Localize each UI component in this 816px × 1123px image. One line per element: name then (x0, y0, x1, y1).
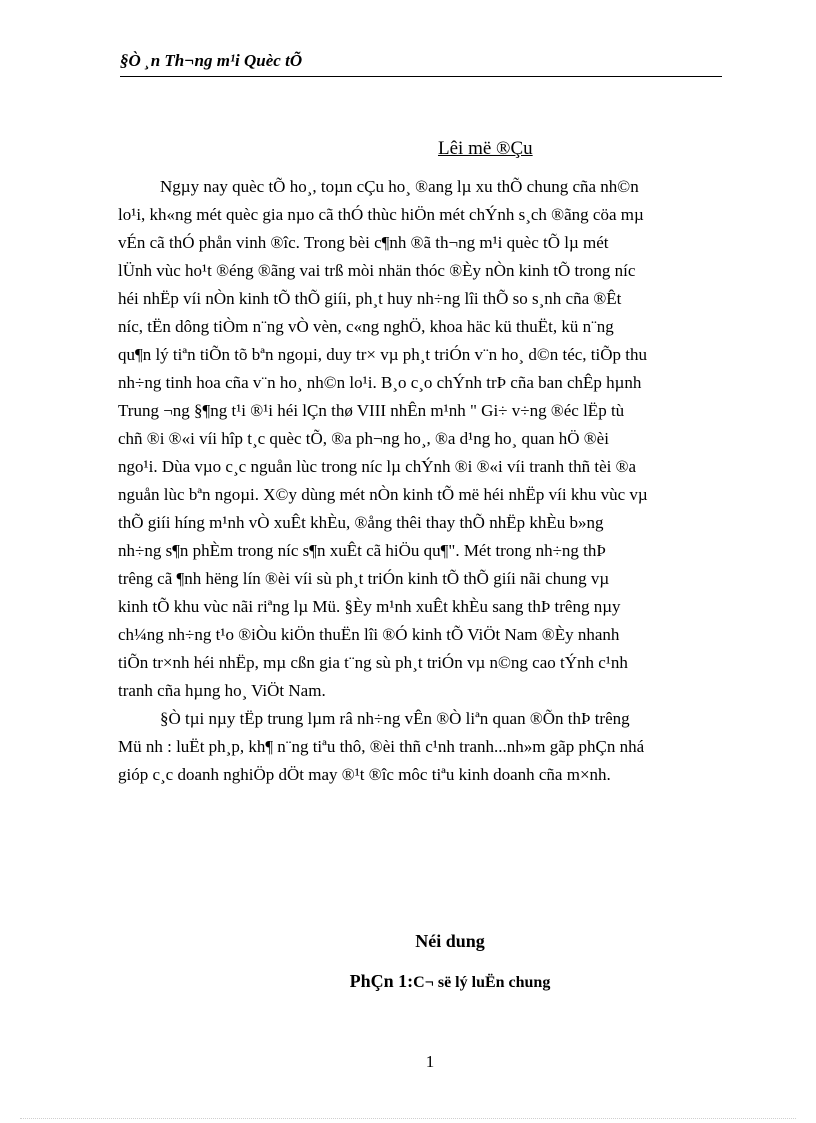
text-line: ch¼ng nh÷ng t¹o ®iÒu kiÖn thuËn lîi ®Ó kinh tÕ ViÖt Nam ®Èy nhanh (118, 625, 620, 644)
part-heading-sub: C¬ së lý luËn chung (413, 974, 551, 991)
text-line: Ngµy nay quèc tÕ ho¸, toµn cÇu ho¸ ®ang lµ xu thÕ chung cña nh©n (160, 177, 639, 196)
text-line: nguån lùc bªn ngoµi. X©y dùng mét nÒn kinh tÕ më héi nhËp víi khu vùc vµ (118, 485, 648, 504)
text-line: tranh cña hµng ho¸ ViÖt Nam. (118, 681, 326, 700)
text-line: qu¶n lý tiªn tiÕn tõ bªn ngoµi, duy tr× vµ ph¸t triÓn v¨n ho¸ d©n téc, tiÕp thu (118, 345, 648, 364)
section-title: Lêi më ®Çu (438, 138, 533, 159)
text-line: níc, tËn dông tiÒm n¨ng vÒ vèn, c«ng nghÖ, khoa häc kü thuËt, kü n¨ng (118, 317, 614, 336)
text-line: lo¹i, kh«ng mét quèc gia nµo cã thÓ thùc hiÖn mét chÝnh s¸ch ®ãng cöa mµ (118, 205, 644, 224)
text-line: gióp c¸c doanh nghiÖp dÖt may ®¹t ®îc môc tiªu kinh doanh cña m×nh. (118, 765, 611, 784)
text-line: lÜnh vùc ho¹t ®éng ®ãng vai trß mòi nhän thóc ®Èy nÒn kinh tÕ trong níc (118, 261, 636, 280)
text-line: Trung ¬ng §¶ng t¹i ®¹i héi lÇn thø VIII nhÊn m¹nh " Gi÷ v÷ng ®éc lËp tù (118, 401, 625, 420)
text-line: §Ò tµi nµy tËp trung lµm râ nh÷ng vÊn ®Ò liªn quan ®Õn thÞ trêng (160, 709, 630, 728)
text-line: ngo¹i. Dùa vµo c¸c nguån lùc trong níc lµ chÝnh ®i ®«i víi tranh thñ tèi ®a (118, 457, 637, 476)
text-line: tiÕn tr×nh héi nhËp, mµ cßn gia t¨ng sù ph¸t triÓn vµ n©ng cao tÝnh c¹nh (118, 653, 628, 672)
page-number: 1 (425, 1052, 435, 1071)
text-line: trêng cã ¶nh hëng lín ®èi víi sù ph¸t triÓn kinh tÕ thÕ giíi nãi chung vµ (118, 569, 610, 588)
page-bottom-border (20, 1118, 796, 1119)
paragraph-2 (118, 705, 724, 789)
text-line: kinh tÕ khu vùc nãi riªng lµ Mü. §Èy m¹nh xuÊt khÈu sang thÞ trêng nµy (118, 597, 621, 616)
text-line: vÉn cã thÓ phån vinh ®îc. Trong bèi c¶nh ®ã th¬ng m¹i quèc tÕ lµ mét (118, 233, 609, 252)
text-line: héi nhËp víi nÒn kinh tÕ thÕ giíi, ph¸t huy nh÷ng lîi thÕ so s¸nh cña ®Êt (118, 289, 622, 308)
text-line: nh÷ng s¶n phÈm trong níc s¶n xuÊt cã hiÖu qu¶". Mét trong nh÷ng thÞ (118, 541, 606, 560)
paragraph-1 (118, 173, 724, 705)
part-heading-main: PhÇn 1: (349, 971, 414, 991)
header-divider (120, 76, 722, 77)
text-line: thÕ giíi híng m¹nh vÒ xuÊt khÈu, ®ång thêi thay thÕ nhËp khÈu b»ng (118, 513, 604, 532)
text-line: Mü nh : luËt ph¸p, kh¶ n¨ng tiªu thô, ®èi thñ c¹nh tranh...nh»m gãp phÇn nhá (118, 737, 645, 756)
content-heading: Néi dung (415, 931, 485, 951)
text-line: nh÷ng tinh hoa cña v¨n ho¸ nh©n lo¹i. B¸o c¸o chÝnh trÞ cña ban chÊp hµnh (118, 373, 642, 392)
text-line: chñ ®i ®«i víi hîp t¸c quèc tÕ, ®a ph¬ng ho¸, ®a d¹ng ho¸ quan hÖ ®èi (118, 429, 609, 448)
document-body (118, 173, 724, 789)
part-heading (0, 969, 816, 995)
document-header: §Ò ¸n Th¬ng m¹i Quèc tÕ (120, 51, 303, 70)
